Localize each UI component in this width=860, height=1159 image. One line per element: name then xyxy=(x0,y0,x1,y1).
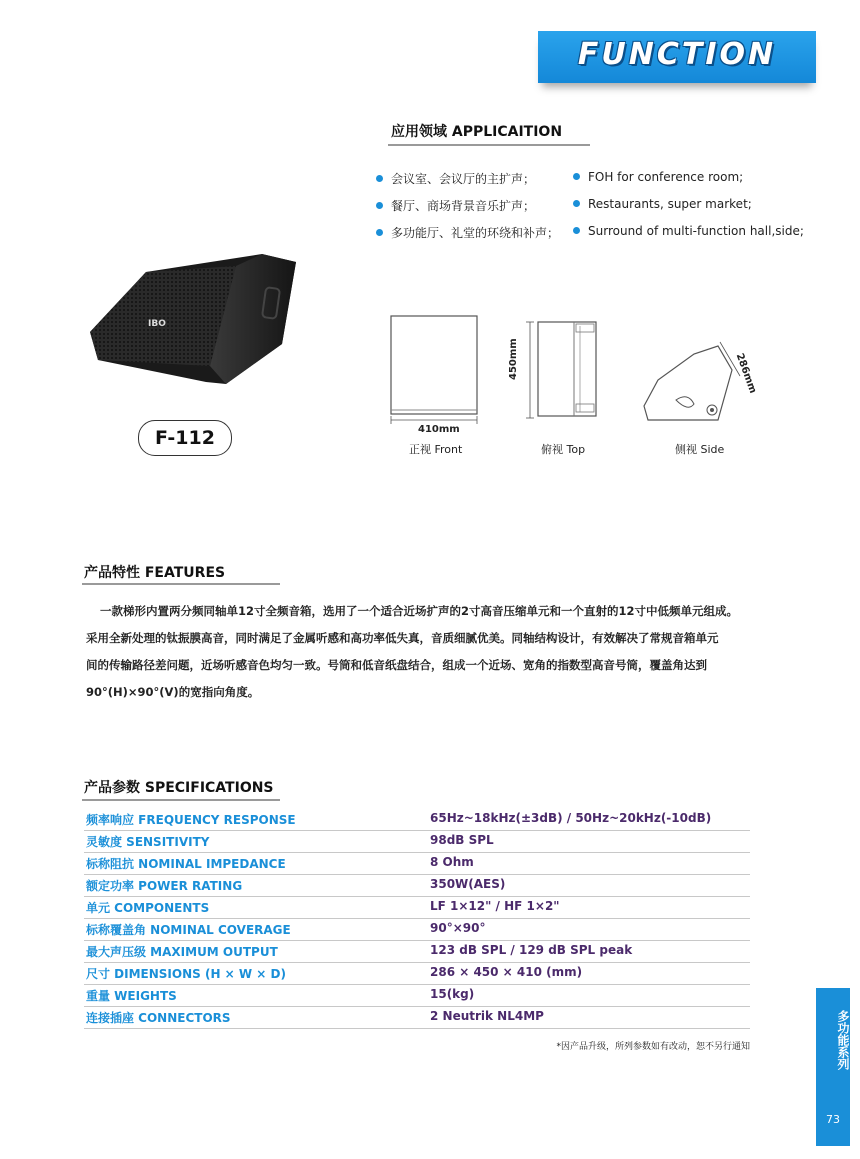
bullet-icon xyxy=(573,227,580,234)
spec-value: 123 dB SPL / 129 dB SPL peak xyxy=(430,943,633,957)
spec-value: 8 Ohm xyxy=(430,855,474,869)
features-divider xyxy=(82,583,280,585)
banner-title: FUNCTION xyxy=(577,37,777,72)
spec-name: 单元 COMPONENTS xyxy=(86,901,210,915)
spec-name: 最大声压级 MAXIMUM OUTPUT xyxy=(86,945,278,959)
spec-name: 重量 WEIGHTS xyxy=(86,989,177,1003)
spec-row xyxy=(84,918,750,941)
application-item-cn-2: 餐厅、商场背景音乐扩声； xyxy=(376,197,535,214)
spec-value: LF 1×12" / HF 1×2" xyxy=(430,899,560,913)
front-view-label: 正视 Front xyxy=(409,443,463,456)
bullet-icon xyxy=(376,175,383,182)
bullet-icon xyxy=(573,173,580,180)
spec-name: 连接插座 CONNECTORS xyxy=(86,1011,231,1025)
spec-footnote: *因产品升级，所列参数如有改动，恕不另行通知 xyxy=(556,1042,750,1052)
spec-row xyxy=(84,984,750,1007)
features-line: 90°(H)×90°(V)的宽指向角度。 xyxy=(86,685,260,699)
bullet-icon xyxy=(376,202,383,209)
spec-name: 灵敏度 SENSITIVITY xyxy=(86,835,210,849)
specifications-title: 产品参数 SPECIFICATIONS xyxy=(84,780,274,796)
spec-name: 标称阻抗 NOMINAL IMPEDANCE xyxy=(86,857,286,871)
features-line: 间的传输路径差问题，近场听感音色均匀一致。号筒和低音纸盘结合，组成一个近场、宽角的指数型高音号筒，覆盖角达到 xyxy=(86,658,707,672)
spec-name: 额定功率 POWER RATING xyxy=(86,879,243,893)
features-paragraph xyxy=(86,598,762,706)
features-line: 一款梯形内置两分频同轴单12寸全频音箱，选用了一个适合近场扩声的2寸高音压缩单元和一个直射的12寸中低频单元组成。 xyxy=(100,604,739,618)
spec-row xyxy=(84,962,750,985)
features-title: 产品特性 FEATURES xyxy=(84,565,226,581)
application-item-cn-1: 会议室、会议厅的主扩声； xyxy=(376,170,535,187)
spec-row xyxy=(84,874,750,897)
spec-value: 350W(AES) xyxy=(430,877,506,891)
spec-row xyxy=(84,808,750,831)
series-label: 多功能系列 xyxy=(836,1010,850,1070)
application-title: 应用领域 APPLICAITION xyxy=(391,124,563,140)
spec-value: 2 Neutrik NL4MP xyxy=(430,1009,544,1023)
spec-value: 286 × 450 × 410 (mm) xyxy=(430,965,583,979)
spec-row xyxy=(84,1006,750,1029)
application-item-en-1: FOH for conference room; xyxy=(573,170,743,184)
top-view-diagram xyxy=(524,320,604,420)
application-item-en-2: Restaurants, super market; xyxy=(573,197,752,211)
bullet-icon xyxy=(573,200,580,207)
spec-value: 15(kg) xyxy=(430,987,475,1001)
application-divider xyxy=(388,144,590,146)
features-line: 采用全新处理的钛振膜高音，同时满足了金属听感和高功率低失真，音质细腻优美。同轴结构设计，有效解决了常规音箱单元 xyxy=(86,631,719,645)
spec-value: 65Hz~18kHz(±3dB) / 50Hz~20kHz(-10dB) xyxy=(430,811,712,825)
side-view-diagram xyxy=(636,340,756,424)
spec-value: 90°×90° xyxy=(430,921,486,935)
specifications-divider xyxy=(82,799,280,801)
function-banner xyxy=(538,31,816,83)
spec-name: 频率响应 FREQUENCY RESPONSE xyxy=(86,813,296,827)
side-view-label: 侧视 Side xyxy=(675,443,725,456)
depth-dimension: 286mm xyxy=(733,352,759,395)
width-dimension: 410mm xyxy=(418,424,460,435)
front-view-diagram xyxy=(385,312,485,424)
series-side-tab xyxy=(816,988,850,1146)
height-dimension: 450mm xyxy=(508,338,519,380)
bullet-icon xyxy=(376,229,383,236)
top-view-label: 俯视 Top xyxy=(541,443,586,456)
page-number: 73 xyxy=(826,1113,840,1126)
spec-value: 98dB SPL xyxy=(430,833,494,847)
application-item-cn-3: 多功能厅、礼堂的环绕和补声； xyxy=(376,224,559,241)
spec-row xyxy=(84,852,750,875)
spec-row xyxy=(84,896,750,919)
speaker-image xyxy=(86,248,298,384)
spec-name: 尺寸 DIMENSIONS (H × W × D) xyxy=(86,967,286,981)
application-item-en-3: Surround of multi-function hall,side; xyxy=(573,224,804,238)
spec-name: 标称覆盖角 NOMINAL COVERAGE xyxy=(86,923,291,937)
spec-row xyxy=(84,940,750,963)
spec-row xyxy=(84,830,750,853)
model-badge: F-112 xyxy=(138,420,232,456)
speaker-logo: IBO xyxy=(148,319,166,329)
